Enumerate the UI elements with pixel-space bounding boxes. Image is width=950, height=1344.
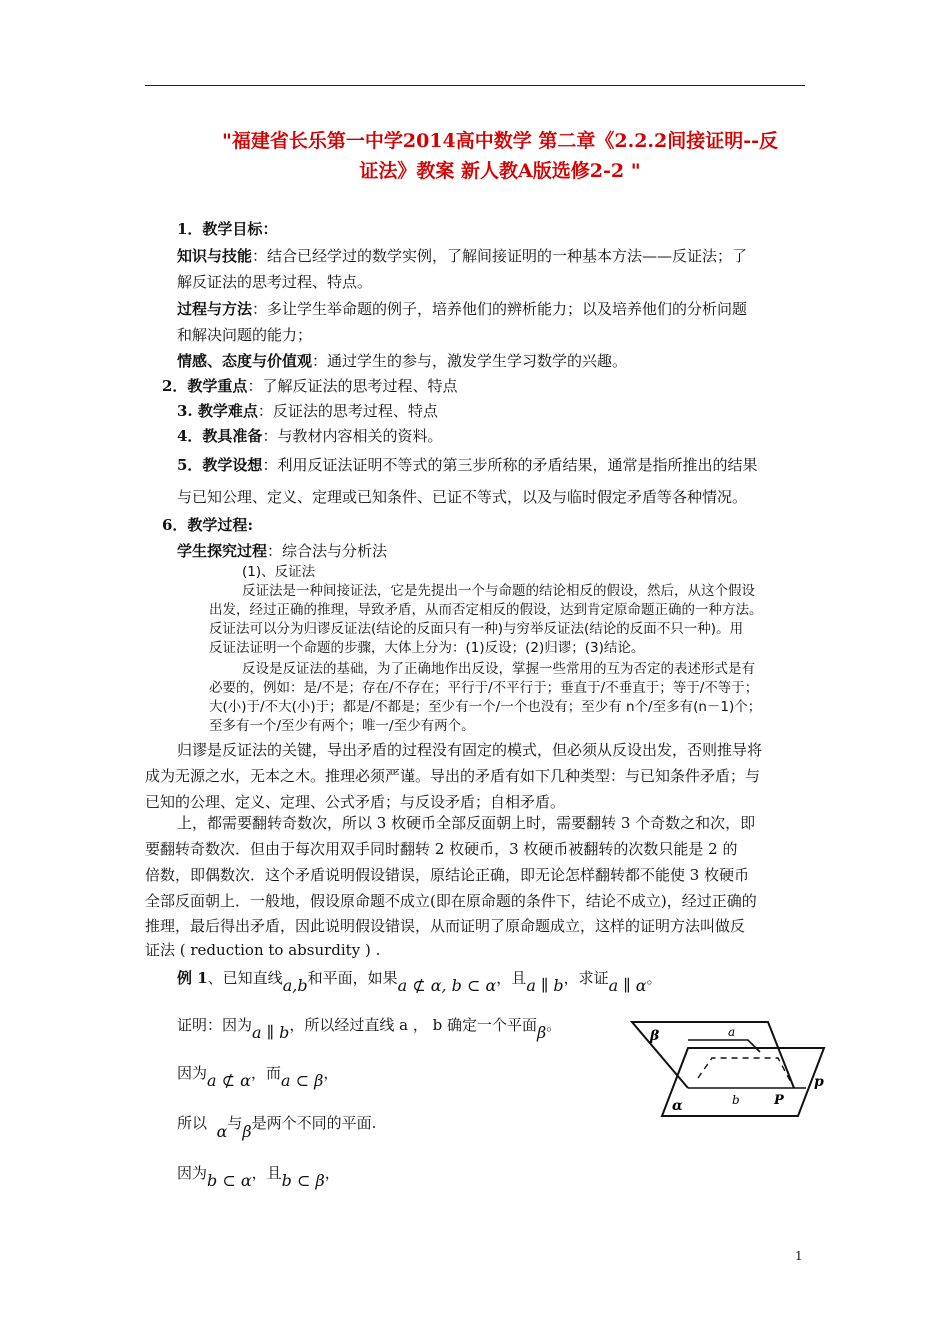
para1-line1: 反证法是一种间接证法，它是先提出一个与命题的结论相反的假设，然后，从这个假设	[242, 583, 755, 599]
label-alpha: α	[672, 1098, 683, 1114]
proof-l1-math2: β	[536, 1023, 547, 1042]
explore-label: 学生探究过程	[177, 542, 268, 560]
emotion-goal-text: ：通过学生的参与，激发学生学习数学的兴趣。	[312, 352, 628, 370]
key-point-label: 2．教学重点	[162, 377, 248, 395]
example-text-5: 。	[646, 969, 662, 987]
example-label: 例 1	[177, 969, 208, 987]
example-math-4: a ∥ α	[608, 976, 647, 995]
document-title-line2: 证法》教案 新人教A版选修2-2 "	[359, 160, 641, 182]
process-goal-label: 过程与方法	[177, 300, 253, 318]
proof-l2-math2: a ⊂ β	[280, 1071, 324, 1090]
difficulty-label: 3. 教学难点	[177, 402, 258, 420]
example-math-3: a ∥ b	[526, 976, 564, 995]
line-a	[688, 1040, 760, 1052]
design-text: ：利用反证法证明不等式的第三步所称的矛盾结果，通常是指所推出的结果	[262, 456, 758, 474]
example-text-1: 、已知直线	[207, 969, 283, 987]
para2-line4: 至多有一个/至少有两个；唯一/至少有两个。	[209, 718, 475, 734]
proof-line3	[177, 1112, 377, 1141]
proof-line2	[177, 1062, 339, 1090]
label-a: a	[728, 1025, 736, 1039]
knowledge-line1	[177, 245, 747, 267]
process-goal-line2: 和解决问题的能力；	[177, 326, 313, 344]
proof-l2-a: 因为	[177, 1064, 208, 1082]
example-text-3: ，且	[496, 969, 527, 987]
para1-line4: 反证法证明一个命题的步骤，大体上分为：(1)反设；(2)归谬；(3)结论。	[209, 640, 645, 656]
example-text-4: ，求证	[563, 969, 609, 987]
process-heading: 6．教学过程:	[162, 516, 253, 534]
proof-l3-math2: β	[242, 1122, 252, 1141]
proof-l4-b: ，且	[251, 1164, 282, 1182]
top-rule	[145, 85, 805, 86]
hidden-edge	[698, 1058, 794, 1088]
para2-line1: 反设是反证法的基础，为了正确地作出反设，掌握一些常用的互为否定的表述形式是有	[242, 661, 755, 677]
proof-l2-b: ，而	[250, 1064, 281, 1082]
proof-l2-math: a ⊄ α	[207, 1071, 251, 1090]
proof-l1-a: 证明：因为	[177, 1016, 253, 1034]
proof-l3-b: 与	[227, 1114, 243, 1132]
proof-l4-math2: b ⊂ β	[281, 1171, 325, 1190]
para4-line5: 推理，最后得出矛盾，因此说明假设错误，从而证明了原命题成立，这样的证明方法叫做反	[145, 917, 746, 935]
example-statement	[177, 967, 662, 995]
proof-line1	[177, 1014, 562, 1042]
goals-heading: 1．教学目标：	[177, 220, 278, 238]
tools-text: ：与教材内容相关的资料。	[262, 427, 443, 445]
label-p: p	[814, 1074, 824, 1090]
proof-l1-math: a ∥ b	[252, 1023, 290, 1042]
emotion-goal-label: 情感、态度与价值观	[177, 352, 313, 370]
tools-label: 4．教具准备	[177, 427, 263, 445]
explore-text: ：综合法与分析法	[267, 542, 388, 560]
proof-line4	[177, 1162, 340, 1190]
para4-line4: 全部反面朝上．一般地，假设原命题不成立(即在原命题的条件下，结论不成立)，经过正确的	[145, 892, 757, 910]
para2-line3: 大(小)于/不大(小)于；都是/不都是；至少有一个/一个也没有；至少有 n个/至多有(n－1)个；	[209, 699, 762, 715]
para3-line2: 成为无源之水，无本之木。推理必须严谨。导出的矛盾有如下几种类型：与已知条件矛盾；与	[145, 767, 761, 785]
explore-line	[177, 540, 387, 562]
proof-l2-c: ，	[323, 1064, 339, 1082]
para3-line1: 归谬是反证法的关键，导出矛盾的过程没有固定的模式，但必须从反设出发，否则推导将	[177, 741, 763, 759]
process-goal-line1	[177, 298, 747, 320]
key-point-text: ：了解反证法的思考过程、特点	[247, 377, 458, 395]
para4-line2: 要翻转奇数次．但由于每次用双手同时翻转 2 枚硬币，3 枚硬币被翻转的次数只能是 2 的	[145, 840, 738, 858]
proof-l4-c: ，	[324, 1164, 340, 1182]
label-P: P	[774, 1093, 784, 1108]
label-b: b	[732, 1093, 740, 1107]
para4-line6: 证法 ( reduction to absurdity ) .	[145, 941, 381, 959]
para4-line1: 上，都需要翻转奇数次，所以 3 枚硬币全部反面朝上时，需要翻转 3 个奇数之和次，即	[177, 814, 756, 832]
difficulty-line	[177, 400, 438, 422]
example-math-1: a,b	[282, 976, 308, 995]
proof-l1-c: 。	[546, 1016, 562, 1034]
planes-diagram	[628, 1018, 828, 1124]
example-math-2: a ⊄ α, b ⊂ α	[397, 976, 497, 995]
para4-line3: 倍数，即偶数次．这个矛盾说明假设错误，原结论正确，即无论怎样翻转都不能使 3 枚硬币	[145, 866, 750, 884]
proof-l1-b: ，所以经过直线 a ， b 确定一个平面	[289, 1016, 537, 1034]
para1-line2: 出发，经过正确的推理，导致矛盾，从而否定相反的假设，达到肯定原命题正确的一种方法。	[209, 602, 763, 618]
proof-l4-math: b ⊂ α	[207, 1171, 252, 1190]
subsection-reductio: (1)、反证法	[242, 564, 316, 580]
difficulty-text: ：反证法的思考过程、特点	[257, 402, 438, 420]
proof-l3-a: 所以	[177, 1114, 208, 1132]
design-line1	[177, 454, 757, 476]
page-number: 1	[795, 1249, 803, 1263]
proof-l4-a: 因为	[177, 1164, 208, 1182]
process-goal-text: ：多让学生举命题的例子，培养他们的辨析能力；以及培养他们的分析问题	[252, 300, 748, 318]
knowledge-line2: 解反证法的思考过程、特点。	[177, 273, 373, 291]
tools-line	[177, 425, 442, 447]
para1-line3: 反证法可以分为归谬反证法(结论的反面只有一种)与穷举反证法(结论的反面不只一种)。用	[209, 621, 744, 637]
document-title-line1: "福建省长乐第一中学2014高中数学 第二章《2.2.2间接证明--反	[221, 130, 779, 152]
para3-line3: 已知的公理、定义、定理、公式矛盾；与反设矛盾；自相矛盾。	[145, 793, 566, 811]
design-label: 5．教学设想	[177, 456, 263, 474]
para2-line2: 必要的，例如：是/不是；存在/不存在；平行于/不平行于；垂直于/不垂直于；等于/不等于；	[209, 680, 759, 696]
knowledge-label: 知识与技能	[177, 247, 253, 265]
example-text-2: 和平面，如果	[307, 969, 398, 987]
emotion-goal-line	[177, 350, 627, 372]
proof-l3-c: 是两个不同的平面.	[251, 1114, 377, 1132]
design-line2: 与已知公理、定义、定理或已知条件、已证不等式，以及与临时假定矛盾等各种情况。	[177, 488, 748, 506]
label-beta: β	[650, 1028, 660, 1044]
proof-l3-math: α	[216, 1122, 228, 1141]
knowledge-text: ：结合已经学过的数学实例，了解间接证明的一种基本方法——反证法；了	[252, 247, 748, 265]
key-point-line	[162, 375, 457, 397]
